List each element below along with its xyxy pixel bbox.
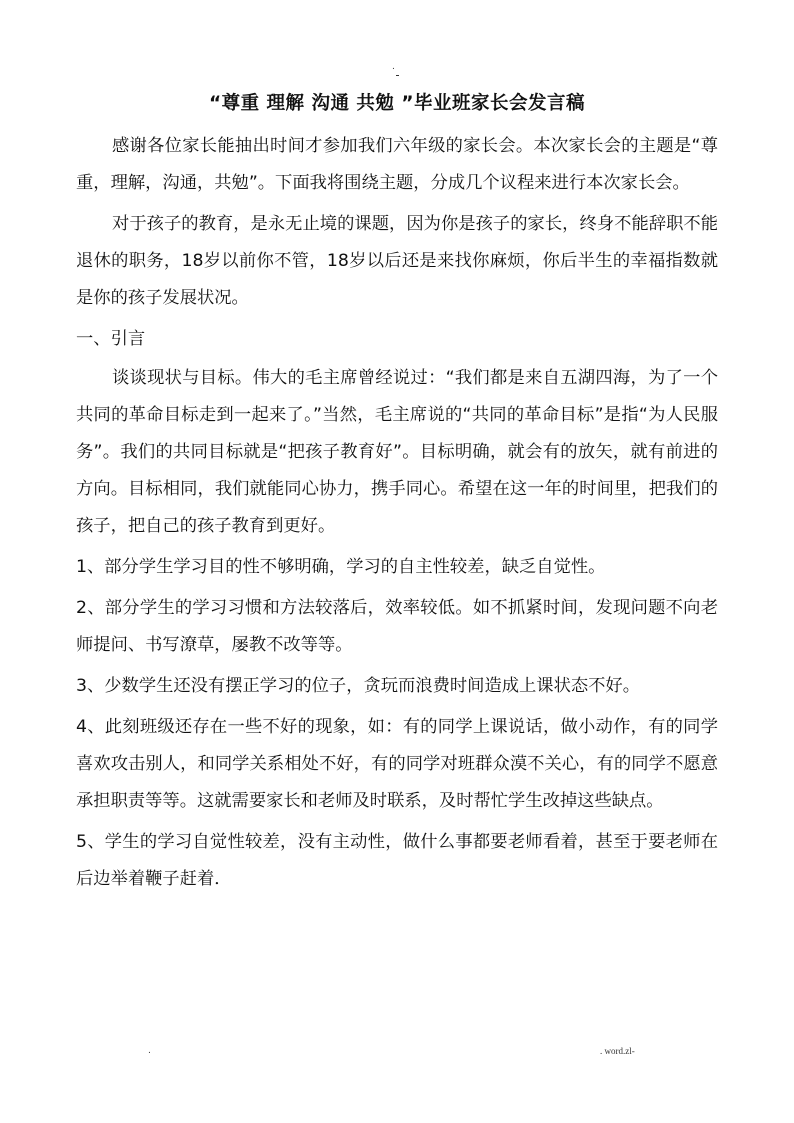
section-heading: 一、引言 bbox=[76, 329, 146, 349]
list-item: 1、部分学生学习目的性不够明确，学习的自主性较差，缺乏自觉性。 bbox=[76, 557, 606, 577]
document-title: “尊重 理解 沟通 共勉 ”毕业班家长会发言稿 bbox=[208, 93, 586, 114]
paragraph-education: 对于孩子的教育，是永无止境的课题，因为你是孩子的家长，终身不能辞职不能退休的职务，18岁以前你不管，18岁以后还是来找你麻烦，你后半生的幸福指数就是你的孩子发展状况。 bbox=[76, 214, 718, 308]
list-item: 2、部分学生的学习习惯和方法较落后，效率较低。如不抓紧时间，发现问题不向老师提问、书写潦草，屡教不改等等。 bbox=[76, 598, 718, 655]
header-rule bbox=[396, 75, 399, 76]
footer-mark: . bbox=[148, 1046, 151, 1056]
list-item: 5、学生的学习自觉性较差，没有主动性，做什么事都要老师看着，甚至于要老师在后边举着鞭子赶着． bbox=[76, 832, 718, 889]
paragraph-intro: 感谢各位家长能抽出时间才参加我们六年级的家长会。本次家长会的主题是“尊重，理解，沟通，共勉”。下面我将围绕主题，分成几个议程来进行本次家长会。 bbox=[76, 136, 718, 193]
header-mark: . bbox=[392, 62, 395, 72]
paragraph-goals: 谈谈现状与目标。伟大的毛主席曾经说过：“我们都是来自五湖四海，为了一个共同的革命目标走到一起来了。”当然，毛主席说的“共同的革命目标”是指“为人民服务”。我们的共同目标就是“把孩子教育好”。目标明确，就会有的放矢，就有前进的方向。目标相同，我们就能同心协力，携手同心。希望在这一年的时间里，把我们的孩子，把自己的孩子教育到更好。 bbox=[76, 368, 718, 536]
list-item: 3、少数学生还没有摆正学习的位子，贪玩而浪费时间造成上课状态不好。 bbox=[76, 676, 640, 696]
footer-watermark: . word.zl- bbox=[600, 1046, 635, 1056]
list-item: 4、此刻班级还存在一些不好的现象，如：有的同学上课说话，做小动作，有的同学喜欢攻击别人，和同学关系相处不好，有的同学对班群众漠不关心，有的同学不愿意承担职责等等。这就需要家长和老师及时联系，及时帮忙学生改掉这些缺点。 bbox=[76, 717, 718, 811]
document-body bbox=[76, 128, 718, 902]
